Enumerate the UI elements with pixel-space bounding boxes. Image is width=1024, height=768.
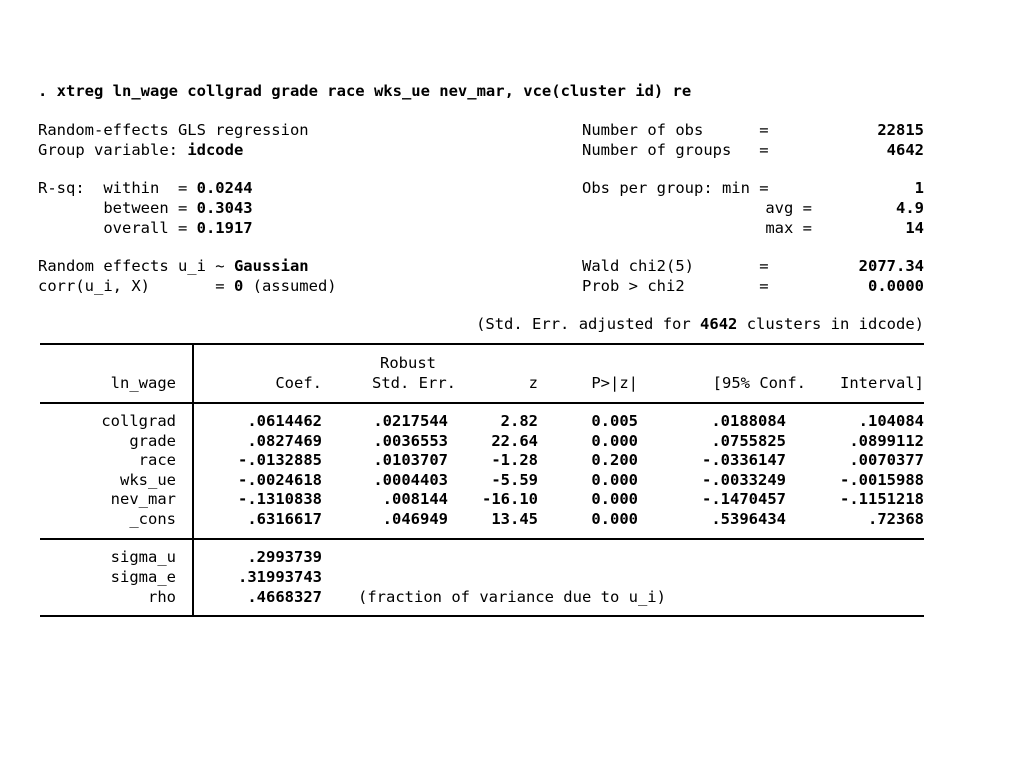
row-coef: .0827469 xyxy=(247,431,322,450)
row-p: 0.005 xyxy=(591,412,638,430)
nobs-label: Number of obs = xyxy=(582,121,769,139)
obs-avg-value: 4.9 xyxy=(896,199,924,217)
obs-min-label: Obs per group: min = xyxy=(582,179,769,197)
row-coef: -.0024618 xyxy=(238,470,322,489)
prob-value: 0.0000 xyxy=(868,277,924,295)
random-effects-line xyxy=(38,256,309,276)
row-se: .046949 xyxy=(382,509,448,528)
row-conf-high: -.1151218 xyxy=(840,490,924,508)
nobs-value: 22815 xyxy=(877,121,924,139)
col-z: z xyxy=(528,374,538,392)
corr-line xyxy=(38,276,337,296)
row-p: 0.000 xyxy=(591,490,638,508)
obs-max-label: max = xyxy=(765,219,812,237)
row-conf-high: -.0015988 xyxy=(840,470,924,489)
table-vertical-rule xyxy=(192,343,194,617)
row-z: 13.45 xyxy=(491,509,538,528)
row-name: collgrad xyxy=(101,412,176,430)
sigma-e-value: .31993743 xyxy=(238,568,322,586)
row-conf-high: .104084 xyxy=(858,412,924,430)
row-coef: .0614462 xyxy=(247,412,322,430)
sigma-u-label: sigma_u xyxy=(110,548,176,566)
row-conf-low: -.0336147 xyxy=(702,451,786,469)
wald-label: Wald chi2(5) = xyxy=(582,257,769,275)
se-note-num: 4642 xyxy=(700,315,738,333)
corr-note: (assumed) xyxy=(243,277,337,295)
col-robust: Robust xyxy=(380,354,436,372)
table-sigma-rule xyxy=(40,538,924,540)
ngroups-label: Number of groups = xyxy=(582,141,769,159)
row-name: grade xyxy=(129,431,176,450)
row-se: .0217544 xyxy=(373,412,448,430)
table-top-rule xyxy=(40,343,924,345)
group-label: Group variable: xyxy=(38,141,188,159)
row-se: .008144 xyxy=(382,490,448,508)
row-se: .0103707 xyxy=(373,451,448,469)
col-p: P>|z| xyxy=(591,374,638,392)
row-z: 22.64 xyxy=(491,431,538,450)
ngroups-value: 4642 xyxy=(886,141,924,159)
rsq-overall-label: overall = xyxy=(38,219,197,237)
row-p: 0.000 xyxy=(591,431,638,450)
prob-label: Prob > chi2 = xyxy=(582,277,769,295)
col-stderr: Std. Err. xyxy=(372,374,456,392)
rsq-within: 0.0244 xyxy=(196,179,253,197)
row-name: wks_ue xyxy=(120,470,176,489)
obs-min-value: 1 xyxy=(914,179,924,197)
row-p: 0.200 xyxy=(591,451,638,469)
rsq-overall: 0.1917 xyxy=(196,219,253,237)
row-se: .0036553 xyxy=(373,431,448,450)
rho-value: .4668327 xyxy=(247,588,322,606)
wald-value: 2077.34 xyxy=(858,257,924,275)
corr-label: corr(u_i, X) = xyxy=(38,277,234,295)
re-label: Random effects u_i ~ xyxy=(38,257,234,275)
row-conf-high: .0899112 xyxy=(849,431,924,450)
row-se: .0004403 xyxy=(373,470,448,489)
row-conf-low: -.1470457 xyxy=(702,490,786,508)
row-z: -1.28 xyxy=(491,451,538,469)
group-var: idcode xyxy=(187,141,244,159)
row-conf-high: .72368 xyxy=(868,509,924,528)
row-conf-high: .0070377 xyxy=(849,451,924,469)
table-bottom-rule xyxy=(40,615,924,617)
rsq-between-label: between = xyxy=(38,199,197,217)
row-conf-low: .0755825 xyxy=(711,431,786,450)
command-line: . xtreg ln_wage collgrad grade race wks_ue nev_mar, vce(cluster id) re xyxy=(38,82,692,100)
rsq-overall-line xyxy=(38,218,253,238)
se-note-post: clusters in idcode) xyxy=(737,315,924,333)
row-name: nev_mar xyxy=(110,490,176,508)
rsq-label: R-sq: within = xyxy=(38,179,197,197)
rho-note: (fraction of variance due to u_i) xyxy=(358,588,666,606)
group-variable-line xyxy=(38,140,243,160)
se-adjusted-note xyxy=(360,314,924,334)
sigma-u-value: .2993739 xyxy=(247,548,322,566)
row-coef: -.1310838 xyxy=(238,490,322,508)
col-coef: Coef. xyxy=(275,374,322,392)
col-depvar: ln_wage xyxy=(110,374,176,392)
corr-value: 0 xyxy=(233,277,244,295)
row-conf-low: -.0033249 xyxy=(702,470,786,489)
row-name: race xyxy=(138,451,176,469)
sigma-e-label: sigma_e xyxy=(110,568,176,586)
obs-avg-label: avg = xyxy=(765,199,812,217)
model-label: Random-effects GLS regression xyxy=(38,121,309,139)
rho-label: rho xyxy=(148,588,176,606)
row-conf-low: .0188084 xyxy=(711,412,786,430)
row-z: -5.59 xyxy=(491,470,538,489)
row-z: -16.10 xyxy=(482,490,538,508)
rsq-between-line xyxy=(38,198,253,218)
row-p: 0.000 xyxy=(591,470,638,489)
re-dist: Gaussian xyxy=(233,257,309,275)
row-conf-low: .5396434 xyxy=(711,509,786,528)
row-coef: .6316617 xyxy=(247,509,322,528)
obs-max-value: 14 xyxy=(905,219,924,237)
row-z: 2.82 xyxy=(500,412,538,430)
col-conf-high: Interval] xyxy=(840,374,924,392)
row-coef: -.0132885 xyxy=(238,451,322,469)
se-note-pre: (Std. Err. adjusted for xyxy=(476,315,701,333)
rsq-between: 0.3043 xyxy=(196,199,253,217)
row-name: _cons xyxy=(129,509,176,528)
col-conf-low: [95% Conf. xyxy=(712,374,806,392)
row-p: 0.000 xyxy=(591,509,638,528)
rsq-within-line xyxy=(38,178,253,198)
table-header-rule xyxy=(40,402,924,404)
